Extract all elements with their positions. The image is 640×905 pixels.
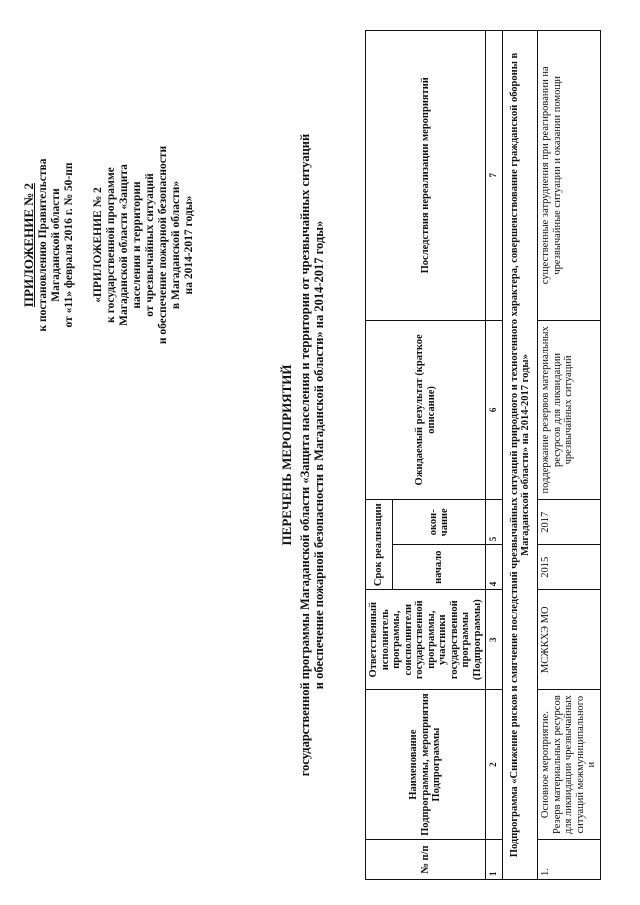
column-number: 6 <box>486 320 503 500</box>
measures-table <box>365 30 601 880</box>
appendix-quote-line: населения и территории <box>131 181 143 309</box>
table-header-row <box>366 31 393 880</box>
column-number: 7 <box>486 31 503 321</box>
appendix-quote-line: в Магаданской области» <box>170 180 182 310</box>
column-number: 3 <box>486 590 503 690</box>
row-name-cell <box>538 690 601 840</box>
header-result: Ожидаемый результат (краткое описание) <box>366 320 486 500</box>
column-number: 4 <box>486 545 503 590</box>
subprogram-title: Подпрограмма «Снижение рисков и смягчение последствий чрезвычайных ситуаций природного и техногенного характера, совершенствование гражданской обороны в Магаданской области» на 2014-2017 годы» <box>503 31 538 880</box>
header-start: начало <box>393 545 486 590</box>
appendix-quote-line: Магаданской области «Защита <box>118 164 130 326</box>
appendix-quote-line: и обеспечение пожарной безопасности <box>157 145 169 345</box>
appendix-quote-title: «ПРИЛОЖЕНИЕ № 2 <box>92 187 104 303</box>
appendix-title: ПРИЛОЖЕНИЕ № 2 <box>21 182 36 308</box>
header-consequences: Последствия нереализации мероприятий <box>366 31 486 321</box>
row-name-label: Основное мероприятие. <box>540 711 551 819</box>
appendix-quote-line: от чрезвычайных ситуаций <box>144 173 156 317</box>
appendix-line: от «11» февраля 2016 г. № 50-пп <box>63 162 75 328</box>
column-number: 2 <box>486 690 503 840</box>
appendix-block <box>22 125 196 365</box>
row-consequences: существенные затруднения при реагировании на чрезвычайные ситуации и оказании помощи <box>538 31 601 321</box>
header-end: окон-чание <box>393 500 486 545</box>
row-responsible: МСЖКХЭ МО <box>538 590 601 690</box>
document-heading <box>280 25 326 885</box>
document-subtitle: и обеспечение пожарной безопасности в Магаданской области» на 2014-2017 годы» <box>312 220 326 690</box>
column-number: 5 <box>486 500 503 545</box>
table-row <box>538 31 601 880</box>
subprogram-row <box>503 31 538 880</box>
header-term: Срок реализации <box>366 500 393 590</box>
row-end: 2017 <box>538 500 601 545</box>
appendix-line: к постановлению Правительства <box>37 158 49 332</box>
header-name: Наименование Подпрограммы, мероприятия Подпрограммы <box>366 690 486 840</box>
row-name-text: Резерв материальных ресурсов для ликвидации чрезвычайных ситуаций межмуниципального и <box>551 695 597 835</box>
appendix-line: Магаданской области <box>50 188 62 302</box>
row-num: 1. <box>538 840 601 880</box>
document-subtitle: государственной программы Магаданской области «Защита населения и территории от чрезвычайных ситуаций <box>298 133 312 777</box>
row-start: 2015 <box>538 545 601 590</box>
appendix-quote-line: к государственной программе <box>105 167 117 323</box>
header-num: № п/п <box>366 840 486 880</box>
column-number: 1 <box>486 840 503 880</box>
document-title: ПЕРЕЧЕНЬ МЕРОПРИЯТИЙ <box>279 364 294 546</box>
appendix-quote-line: на 2014-2017 годы» <box>183 195 195 295</box>
column-number-row <box>486 31 503 880</box>
header-responsible: Ответственный исполнитель программы, соисполнители государственной программы, участники государственной программы (Подпрограммы) <box>366 590 486 690</box>
row-result: поддержание резервов материальных ресурсов для ликвидации чрезвычайных ситуаций <box>538 320 601 500</box>
